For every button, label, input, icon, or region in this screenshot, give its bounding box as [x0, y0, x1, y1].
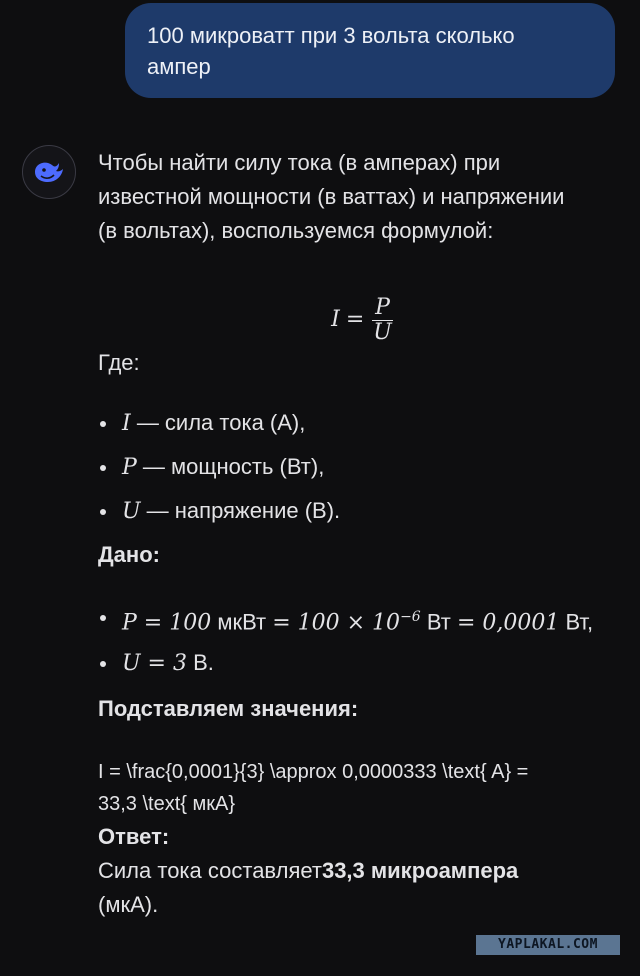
given-heading: Дано: — [98, 542, 160, 567]
list-item — [98, 494, 628, 538]
formula-lhs: I — [331, 307, 340, 332]
raw-latex-line: 33,3 \text{ мкА} — [98, 793, 236, 815]
formula-denominator: U — [373, 319, 392, 345]
given-unit: Вт, — [559, 609, 594, 635]
given-math: U = 3 — [122, 651, 187, 676]
definition-text: — мощность (Вт), — [136, 454, 325, 479]
answer-prefix: Сила тока составляет — [98, 858, 322, 883]
whale-icon — [32, 157, 66, 187]
definition-text: — напряжение (В). — [140, 498, 341, 523]
given-math: = 100 × 10 — [272, 610, 401, 636]
given-math: = 0,0001 — [456, 610, 560, 636]
substitute-heading: Подставляем значения: — [98, 696, 359, 721]
answer-value: 33,3 микроампера — [321, 858, 519, 883]
formula-equals: = — [345, 307, 365, 332]
given-list — [98, 600, 628, 692]
intro-line: (в вольтах), воспользуемся формулой: — [98, 218, 494, 243]
formula-numerator: P — [372, 296, 393, 321]
user-message-line: 100 микроватт при 3 вольта сколько — [147, 23, 515, 48]
answer-text — [98, 854, 628, 922]
list-item — [98, 646, 628, 692]
list-item — [98, 406, 628, 450]
answer-heading: Ответ: — [98, 824, 170, 849]
symbol: P — [122, 455, 137, 480]
assistant-answer — [98, 146, 628, 922]
list-item — [98, 450, 628, 494]
symbol: I — [122, 411, 131, 436]
intro-line: Чтобы найти силу тока (в амперах) при — [98, 150, 501, 175]
given-math: P = 100 — [122, 610, 212, 636]
definition-text: — сила тока (А), — [130, 410, 306, 435]
user-message-bubble — [125, 3, 615, 98]
symbol: U — [122, 499, 141, 524]
definitions-list — [98, 406, 628, 538]
formula-fraction — [370, 296, 395, 345]
list-item — [98, 600, 628, 646]
given-unit: Вт — [420, 609, 457, 635]
where-label: Где: — [98, 350, 140, 375]
user-message-line: ампер — [147, 54, 211, 79]
answer-suffix: (мкА). — [98, 892, 159, 917]
raw-latex — [98, 756, 628, 820]
intro-line: известной мощности (в ваттах) и напряжении — [98, 184, 565, 209]
raw-latex-line: I = \frac{0,0001}{3} \approx 0,0000333 \text{ A} = — [98, 761, 529, 783]
given-unit: В. — [186, 650, 214, 675]
assistant-avatar — [22, 145, 76, 199]
current-formula — [98, 294, 628, 346]
given-unit: мкВт — [211, 609, 273, 635]
given-exponent: −6 — [400, 609, 421, 625]
watermark: YAPLAKAL.COM — [476, 935, 620, 955]
